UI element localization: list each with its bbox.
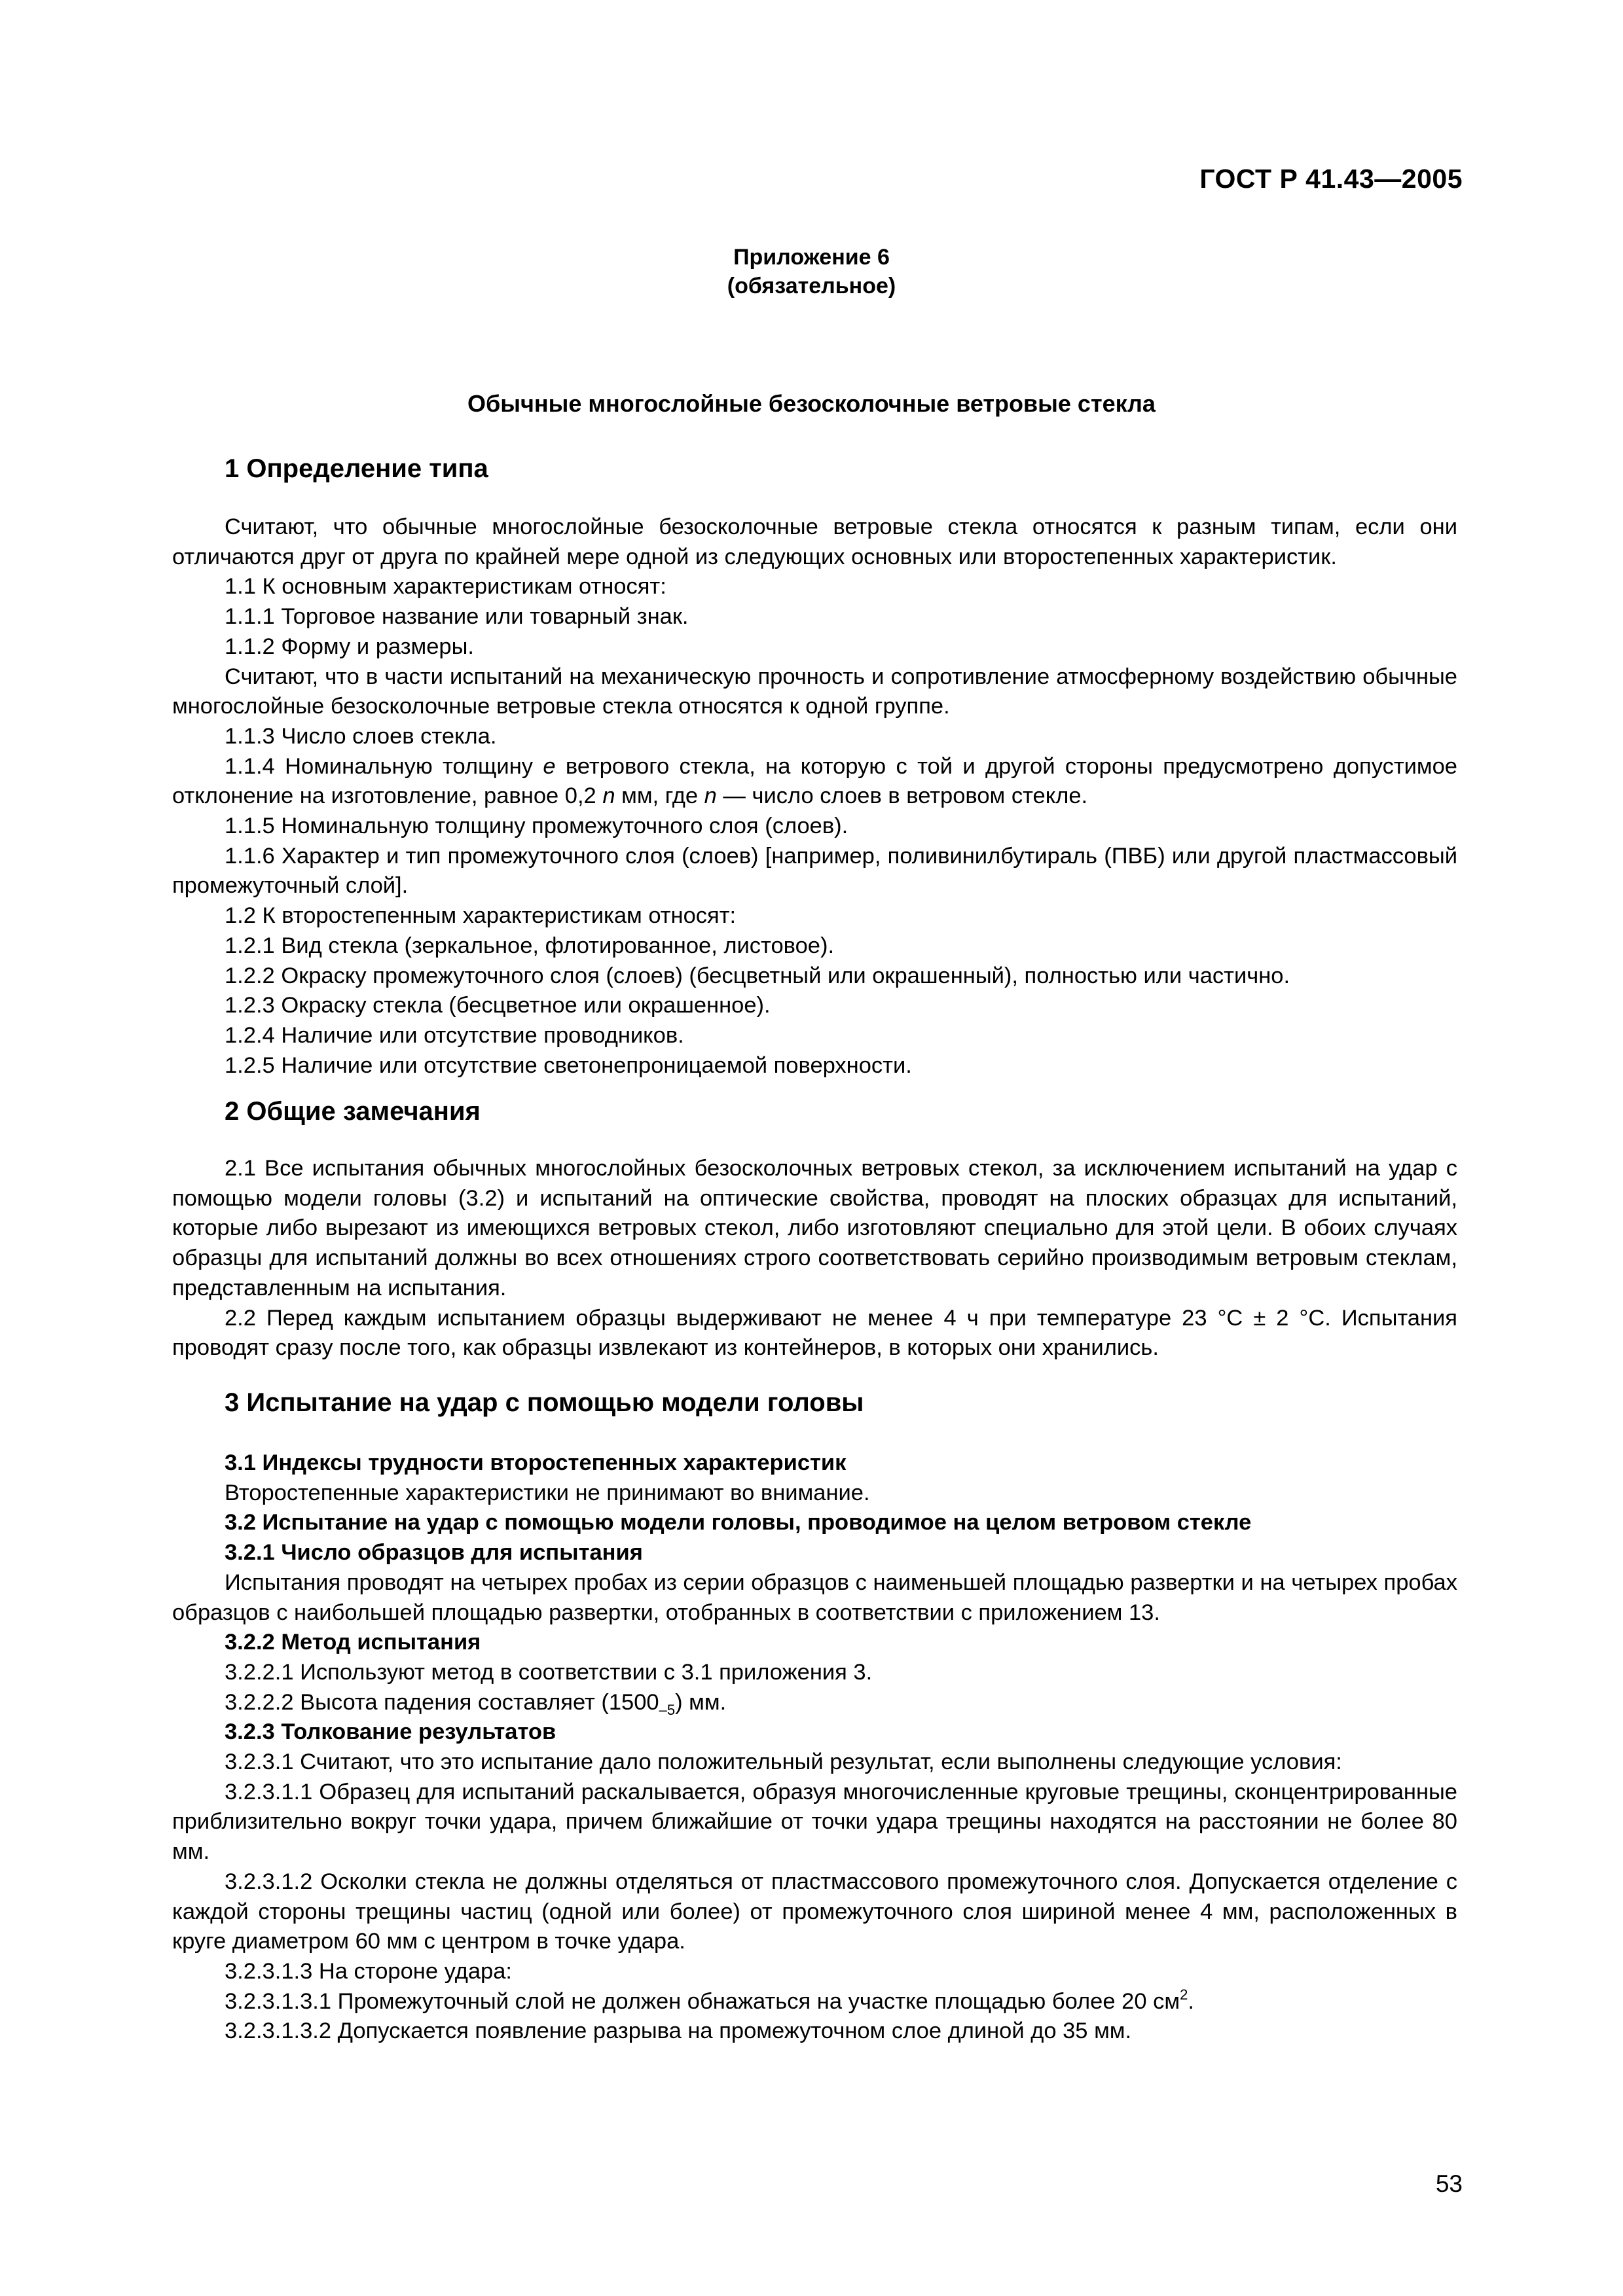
subsection-heading: 3.2.1 Число образцов для испытания (225, 1540, 643, 1566)
paragraph: 1.1.2 Форму и размеры. (225, 634, 474, 659)
section-2-heading: 2 Общие замечания (225, 1097, 481, 1126)
paragraph: 3.2.2.1 Используют метод в соответствии с 3.1 приложения 3. (225, 1659, 873, 1685)
paragraph: 1.2.3 Окраску стекла (бесцветное или окрашенное). (225, 993, 771, 1018)
paragraph: 3.2.3.1.3 На стороне удара: (225, 1958, 512, 1984)
text-run: 3.2.2.2 Высота падения составляет (1500 (225, 1689, 659, 1715)
appendix-status: (обязательное) (727, 274, 896, 298)
paragraph: 3.2.3.1.3.2 Допускается появление разрыва на промежуточном слое длиной до 35 мм. (225, 2018, 1132, 2044)
paragraph: 1.1.5 Номинальную толщину промежуточного слоя (слоев). (225, 814, 848, 839)
section-3-body (172, 1448, 1457, 2047)
paragraph: 1.1.6 Характер и тип промежуточного слоя (слоев) [например, поливинилбутираль (ПВБ) или другой пластмассовый промежуточный слой]. (172, 843, 1457, 899)
paragraph: 3.2.3.1.1 Образец для испытаний раскалывается, образуя многочисленные круговые трещины, сконцентрированные приблизительно вокруг точки удара, причем ближайшие от точки удара трещины находятся на расстоянии не более 80 мм. (172, 1779, 1457, 1865)
text-run: ветрового стекла, на которую с той и другой стороны предусмотрено допустимое отклонение на изготовление, равное 0,2 (172, 753, 1457, 809)
paragraph: 1.2 К второстепенным характеристикам относят: (225, 903, 737, 929)
text-run: 3.2.3.1.3.1 Промежуточный слой не должен обнажаться на участке площадью более 20 см (225, 1988, 1180, 2014)
subsection-heading: 3.1 Индексы трудности второстепенных характеристик (225, 1450, 847, 1475)
text-run: мм, где (615, 783, 704, 809)
paragraph: 1.2.5 Наличие или отсутствие светонепроницаемой поверхности. (225, 1052, 912, 1078)
paragraph: Второстепенные характеристики не принимают во внимание. (225, 1480, 870, 1505)
superscript: 2 (1180, 1986, 1188, 2003)
text-run: . (1188, 1988, 1194, 2014)
subscript: –5 (659, 1701, 676, 1718)
paragraph: 1.1 К основным характеристикам относят: (225, 574, 666, 600)
document-title: Обычные многослойные безосколочные ветровые стекла (467, 390, 1156, 417)
paragraph-drop-height (172, 1688, 1457, 1718)
paragraph: 1.2.2 Окраску промежуточного слоя (слоев) (бесцветный или окрашенный), полностью или частично. (225, 963, 1290, 988)
paragraph: 2.2 Перед каждым испытанием образцы выдерживают не менее 4 ч при температуре 23 °С ± 2 °С. Испытания проводят сразу после того, как образцы извлекают из контейнеров, в которых они хранились. (172, 1305, 1457, 1361)
subsection-heading: 3.2.3 Толкование результатов (225, 1719, 556, 1745)
section-1-body (172, 512, 1457, 1081)
text-run: 1.1.4 Номинальную толщину (225, 753, 543, 779)
appendix-title: Приложение 6 (733, 245, 890, 270)
section-1-heading: 1 Определение типа (225, 454, 488, 483)
paragraph: 3.2.3.1 Считают, что это испытание дало положительный результат, если выполнены следующие условия: (225, 1749, 1342, 1775)
text-run: ) мм. (675, 1689, 727, 1715)
page-number: 53 (1435, 2170, 1463, 2197)
italic-symbol-n: n (704, 783, 717, 809)
section-3-heading: 3 Испытание на удар с помощью модели головы (225, 1388, 864, 1417)
paragraph: 3.2.3.1.2 Осколки стекла не должны отделяться от пластмассового промежуточного слоя. Допускается отделение с каждой стороны трещины частиц (одной или более) от промежуточного слоя шириной менее 4 мм, расположенных в круге диаметром 60 мм с центром в точке удара. (172, 1869, 1457, 1954)
paragraph: Испытания проводят на четырех пробах из серии образцов с наименьшей площадью развертки и на четырех пробах образцов с наибольшей площадью развертки, отобранных в соответствии с приложением 13. (172, 1570, 1457, 1625)
document-code: ГОСТ Р 41.43—2005 (1199, 164, 1463, 194)
paragraph: Считают, что обычные многослойные безосколочные ветровые стекла относятся к разным типам, если они отличаются друг от друга по крайней мере одной из следующих основных или второстепенных характеристик. (172, 514, 1457, 569)
paragraph-1-1-4 (172, 752, 1457, 812)
paragraph: 2.1 Все испытания обычных многослойных безосколочных ветровых стекол, за исключением испытаний на удар с помощью модели головы (3.2) и испытаний на оптические свойства, проводят на плоских образцах для испытаний, которые либо вырезают из имеющихся ветровых стекол, либо изготовляют специально для этой цели. В обоих случаях образцы для испытаний должны во всех отношениях строго соответствовать серийно производимым ветровым стеклам, представленным на испытания. (172, 1156, 1457, 1300)
section-2-body (172, 1154, 1457, 1363)
italic-symbol-n: n (602, 783, 615, 809)
subsection-heading: 3.2 Испытание на удар с помощью модели головы, проводимое на целом ветровом стекле (225, 1510, 1252, 1535)
paragraph-area-limit (172, 1987, 1457, 2017)
paragraph: 1.1.3 Число слоев стекла. (225, 723, 497, 749)
paragraph: 1.2.4 Наличие или отсутствие проводников. (225, 1022, 684, 1048)
subsection-heading: 3.2.2 Метод испытания (225, 1630, 481, 1655)
paragraph: 1.1.1 Торговое название или товарный знак. (225, 604, 689, 630)
paragraph: 1.2.1 Вид стекла (зеркальное, флотированное, листовое). (225, 933, 835, 958)
italic-symbol-e: e (543, 753, 556, 779)
paragraph: Считают, что в части испытаний на механическую прочность и сопротивление атмосферному воздействию обычные многослойные безосколочные ветровые стекла относятся к одной группе. (172, 664, 1457, 719)
text-run: — число слоев в ветровом стекле. (716, 783, 1088, 809)
